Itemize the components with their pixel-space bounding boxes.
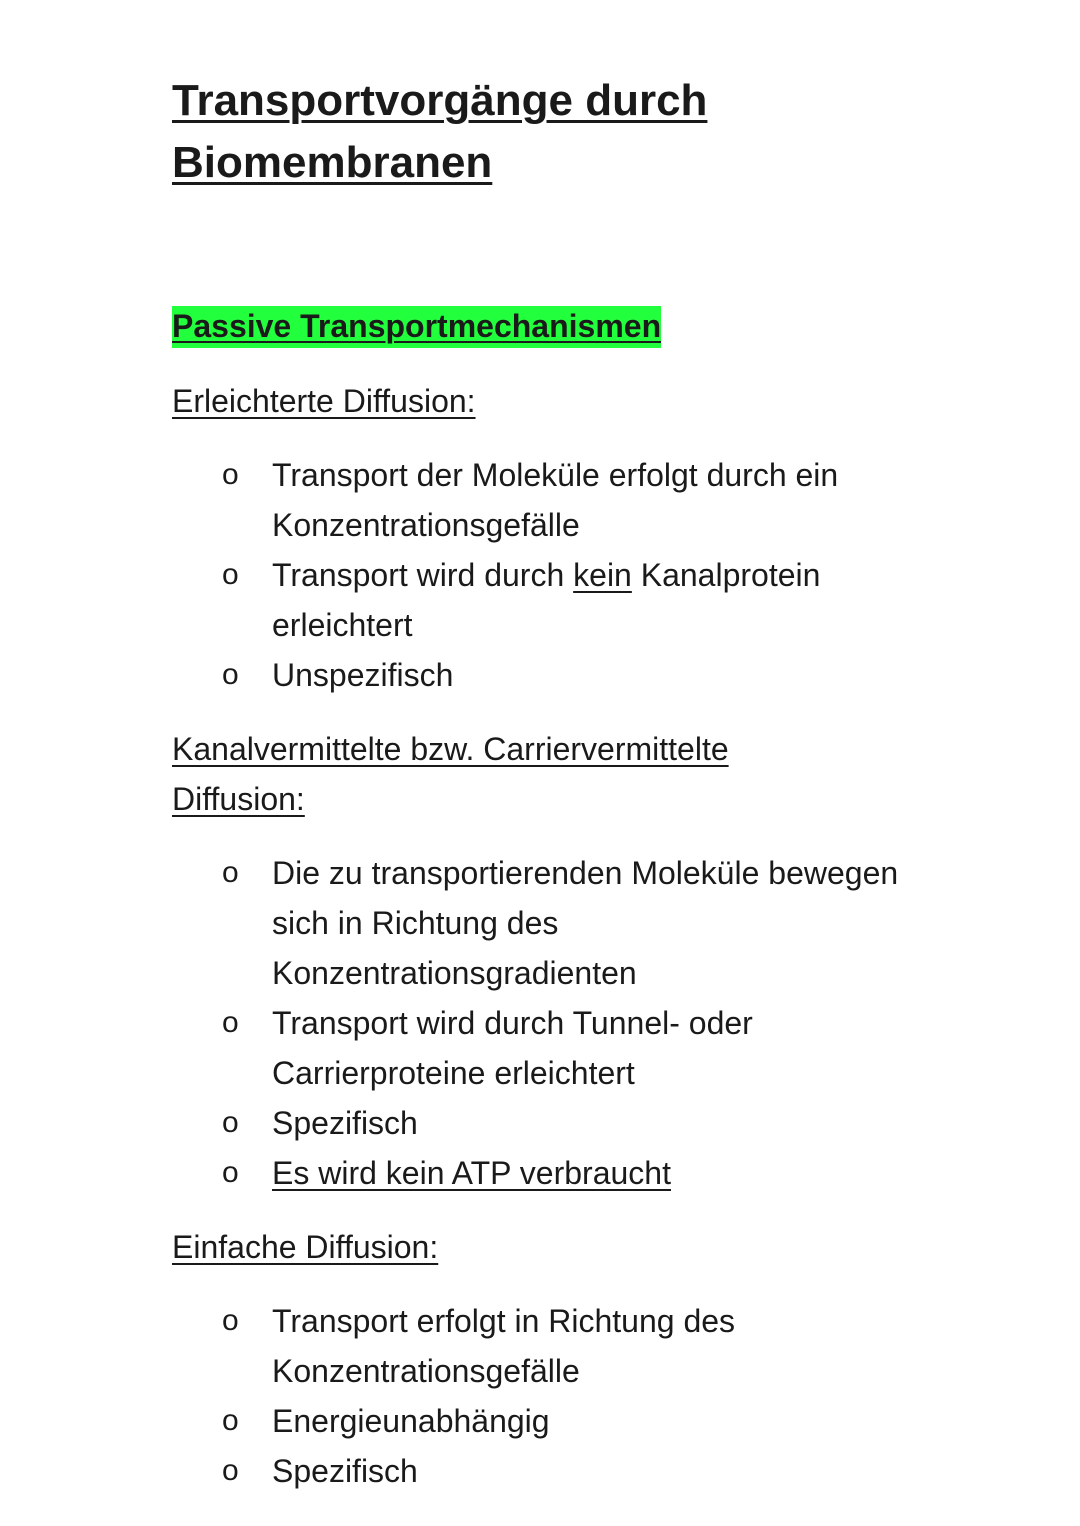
- list-item: o Transport der Moleküle erfolgt durch ein Konzentrationsgefälle: [172, 450, 912, 550]
- bullet-marker: o: [222, 1006, 239, 1039]
- bullet-marker: o: [222, 658, 239, 691]
- bullet-marker: o: [222, 1304, 239, 1337]
- bullet-marker: o: [222, 558, 239, 591]
- subheading-kanalvermittelte-diffusion: Kanalvermittelte bzw. Carriervermittelte Diffusion:: [172, 731, 729, 817]
- subheading-einfache-diffusion: Einfache Diffusion:: [172, 1229, 439, 1265]
- list-item: o Unspezifisch: [172, 650, 912, 700]
- list-item: o Transport wird durch Tunnel- oder Carrierproteine erleichtert: [172, 998, 912, 1098]
- bullet-marker: o: [222, 1106, 239, 1139]
- list-item: [172, 1148, 912, 1198]
- bullet-marker: o: [222, 458, 239, 491]
- bullet-marker: o: [222, 1404, 239, 1437]
- underlined-word: kein: [573, 557, 632, 593]
- list-item: o Energieunabhängig: [172, 1396, 912, 1446]
- list-item: o Transport erfolgt in Richtung des Konzentrationsgefälle: [172, 1296, 912, 1396]
- list-item: o Transport wird durch kein Kanalprotein erleichtert: [172, 550, 912, 650]
- page-title: Transportvorgänge durch Biomembranen: [172, 76, 708, 187]
- section-heading: Passive Transportmechanismen: [172, 304, 1032, 348]
- list-item: o Spezifisch: [172, 1446, 912, 1496]
- subheading-erleichterte-diffusion: Erleichterte Diffusion:: [172, 383, 476, 419]
- bullet-marker: o: [222, 856, 239, 889]
- underlined-phrase: Es wird kein ATP verbraucht: [272, 1155, 671, 1191]
- bullet-list: [172, 848, 1032, 1198]
- bullet-marker: o: [222, 1156, 239, 1189]
- list-item: o Die zu transportierenden Moleküle bewegen sich in Richtung des Konzentrationsgradienten: [172, 848, 912, 998]
- list-item: o Spezifisch: [172, 1098, 912, 1148]
- document-page: [172, 70, 1032, 1496]
- bullet-list: [172, 450, 1032, 700]
- bullet-marker: o: [222, 1454, 239, 1487]
- bullet-list: [172, 1296, 1032, 1496]
